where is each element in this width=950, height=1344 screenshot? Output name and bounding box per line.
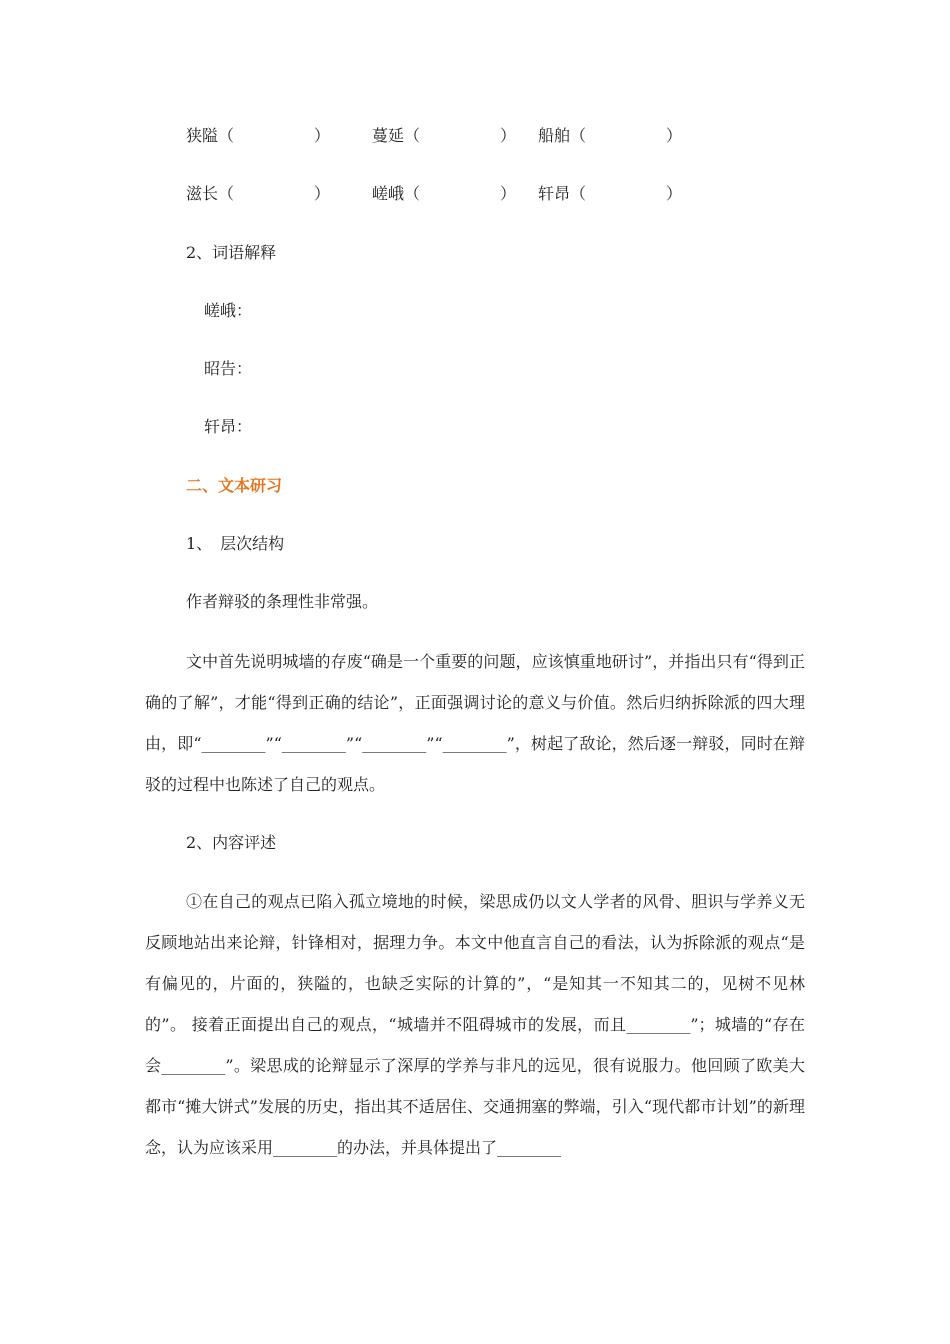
intro-sentence: 作者辩驳的条理性非常强。 [186,592,379,611]
subsection-title: 2、内容评述 [186,833,277,852]
word-blank: 滋长（ ） [186,184,331,203]
word-blank: 蔓延（ ） [372,126,517,145]
paragraph-content-review: ①在自己的观点已陷入孤立境地的时候，梁思成仍以文人学者的风骨、胆识与学养义无反顾地站出来论辩，针锋相对，据理力争。本文中他直言自己的看法，认为拆除派的观点“是有偏见的，片面的，狭隘的，也缺乏实际的计算的”，“是知其一不知其二的，见树不见林的”。 接着正面提出自己的观点，“城墙并不阻碍城市的发展，而且________”；城墙的“存在会________”。梁思成的论辩显示了深厚的学养与非凡的远见，很有说服力。他回顾了欧美大都市“摊大饼式”发展的历史，指出其不适居住、交通拥塞的弊端，引入“现代都市计划”的新理念，认为应该采用________的办法，并具体提出了________ [145,892,805,1157]
paragraph-structure: 文中首先说明城墙的存废“确是一个重要的问题，应该慎重地研讨”，并指出只有“得到正确的了解”，才能“得到正确的结论”，正面强调讨论的意义与价值。然后归纳拆除派的四大理由，即“________”“________”“________”“________”，树起了敌论，然后逐一辩驳，同时在辩驳的过程中也陈述了自己的观点。 [145,652,805,794]
term-item: 嵯峨： [204,301,253,320]
term-item: 轩昂： [204,417,253,436]
section-heading: 二、文本研习 [186,476,283,495]
question-2-title: 2、词语解释 [186,243,277,262]
subsection-title: 1、 层次结构 [186,534,285,553]
word-blank: 轩昂（ ） [538,184,683,203]
term-item: 昭告： [204,359,253,378]
word-blank: 船舶（ ） [538,126,683,145]
word-blank: 狭隘（ ） [186,126,331,145]
word-blank: 嵯峨（ ） [372,184,517,203]
